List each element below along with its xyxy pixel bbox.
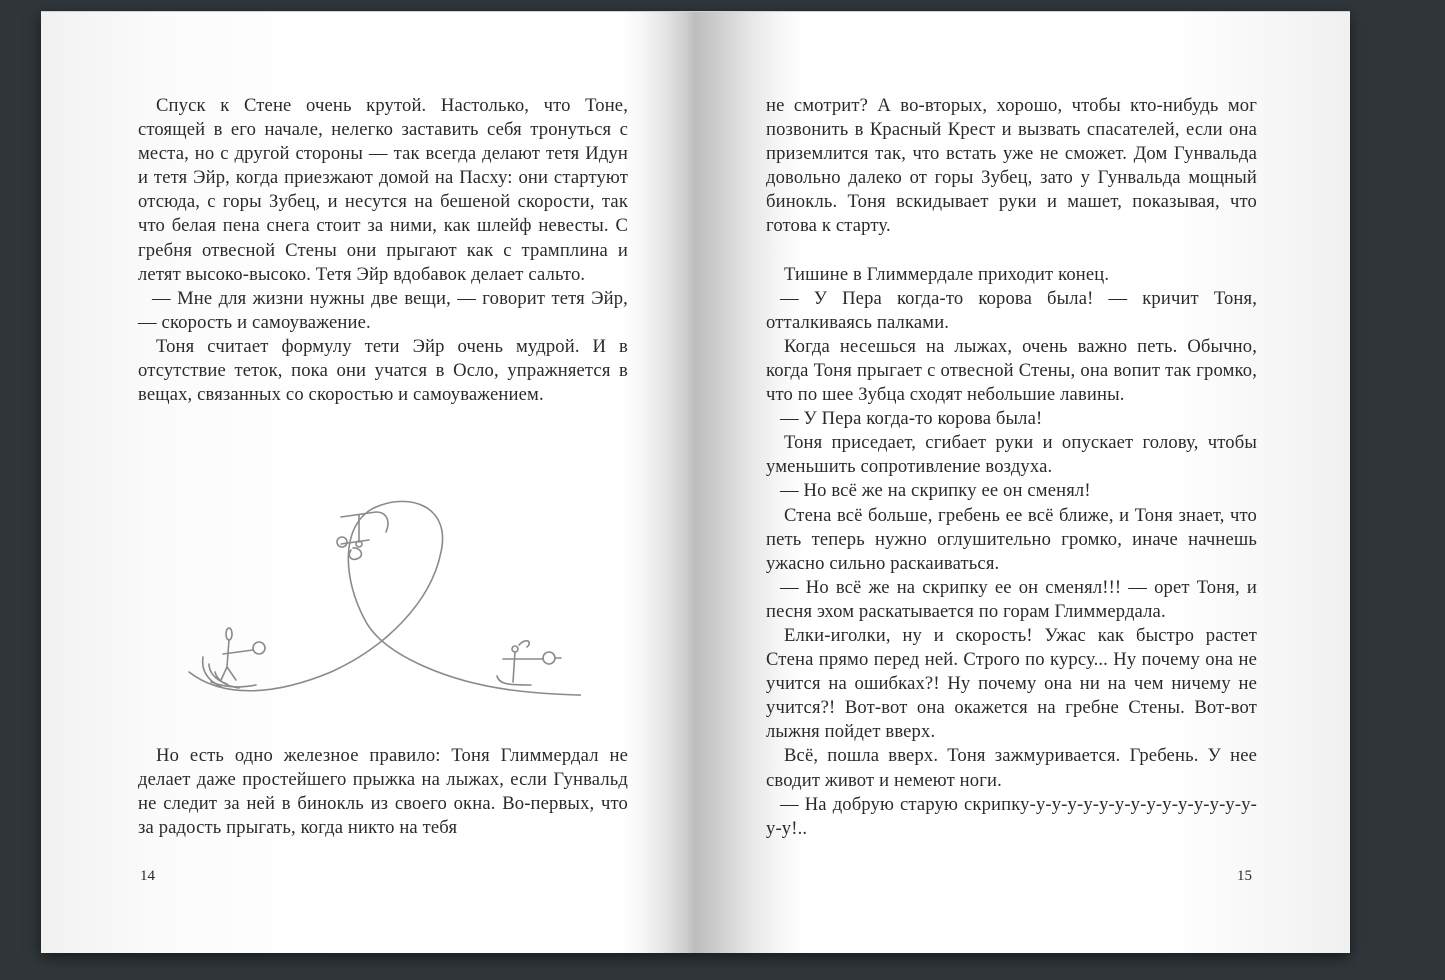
paragraph: Но есть одно железное правило: Тоня Глиммердал не делает даже простейшего прыжка на лыжах, если Гунвальд не следит за ней в бинокль из своего окна. Во-первых, что за радость прыгать, когда никто на тебя xyxy=(138,745,628,839)
book-spread xyxy=(41,11,1350,953)
paragraph: — Но всё же на скрипку ее он сменял! xyxy=(780,480,1091,502)
paragraph: не смотрит? А во-вторых, хорошо, чтобы кто-нибудь мог позвонить в Красный Крест и вызвать спасателей, если она приземлится так, что встать уже не сможет. Дом Гунвальда довольно далеко от горы Зубец, зато у Гунвальда мощный бинокль. Тоня вскидывает руки и машет, показывая, что готова к старту. xyxy=(766,95,1257,237)
left-page-top-text xyxy=(138,94,628,407)
paragraph: — У Пера когда-то корова была! — кричит Тоня, отталкиваясь палками. xyxy=(766,287,1257,333)
paragraph: Елки-иголки, ну и скорость! Ужас как быстро растет Стена прямо перед ней. Строго по курсу... Ну почему она не учится на ошибках?! Ну почему она ни на чем ничему не учится?! Вот-вот она окажется на гребне Стены. Вот-вот лыжня пойдет вверх. xyxy=(766,624,1257,743)
paragraph: Тоня приседает, сгибает руки и опускает голову, чтобы уменьшить сопротивление воздуха. xyxy=(766,432,1257,478)
paragraph: — Но всё же на скрипку ее он сменял!!! — орет Тоня, и песня эхом раскатывается по горам Глиммердала. xyxy=(766,576,1257,622)
paragraph: Стена всё больше, гребень ее всё ближе, и Тоня знает, что петь теперь нужно оглушительно громко, иначе начнешь ужасно сильно раскаиваться. xyxy=(766,504,1257,574)
paragraph: Тоня считает формулу тети Эйр очень мудрой. И в отсутствие теток, пока они учатся в Осло, упражняется в вещах, связанных со скоростью и самоуважением. xyxy=(138,335,628,406)
left-page-bottom-text xyxy=(138,744,628,840)
skier-loop-illustration xyxy=(181,482,581,702)
paragraph: Тишине в Глиммердале приходит конец. xyxy=(784,263,1110,285)
paragraph: Когда несешься на лыжах, очень важно петь. Обычно, когда Тоня прыгает с отвесной Стены, она вопит так громко, что по шее Зубца сходят небольшие лавины. xyxy=(766,335,1257,406)
paragraph: — У Пера когда-то корова была! xyxy=(780,408,1043,430)
left-page xyxy=(41,12,695,953)
paragraph: — Мне для жизни нужны две вещи, — говорит тетя Эйр, — скорость и самоуважение. xyxy=(138,287,628,333)
right-page-text xyxy=(766,94,1257,841)
paragraph: Спуск к Стене очень крутой. Настолько, что Тоне, стоящей в его начале, нелегко заставить себя тронуться с места, но с другой стороны — так всегда делают тетя Идун и тетя Эйр, когда приезжают домой на Пасху: они стартуют отсюда, с горы Зубец, и несутся на бешеной скорости, так что белая пена снега стоит за ними, как шлейф невесты. С гребня отвесной Стены они прыгают как с трамплина и летят высоко-высоко. Тетя Эйр вдобавок делает сальто. xyxy=(138,95,628,285)
page-number-left: 14 xyxy=(140,868,155,884)
paragraph: Всё, пошла вверх. Тоня зажмуривается. Гребень. У нее сводит живот и немеют ноги. xyxy=(766,745,1257,791)
paragraph: — На добрую старую скрипку-у-у-у-у-у-у-у-у-у-у-у-у-у-у-у-у!.. xyxy=(766,793,1257,839)
page-number-right: 15 xyxy=(1237,868,1252,884)
right-page xyxy=(695,12,1350,953)
